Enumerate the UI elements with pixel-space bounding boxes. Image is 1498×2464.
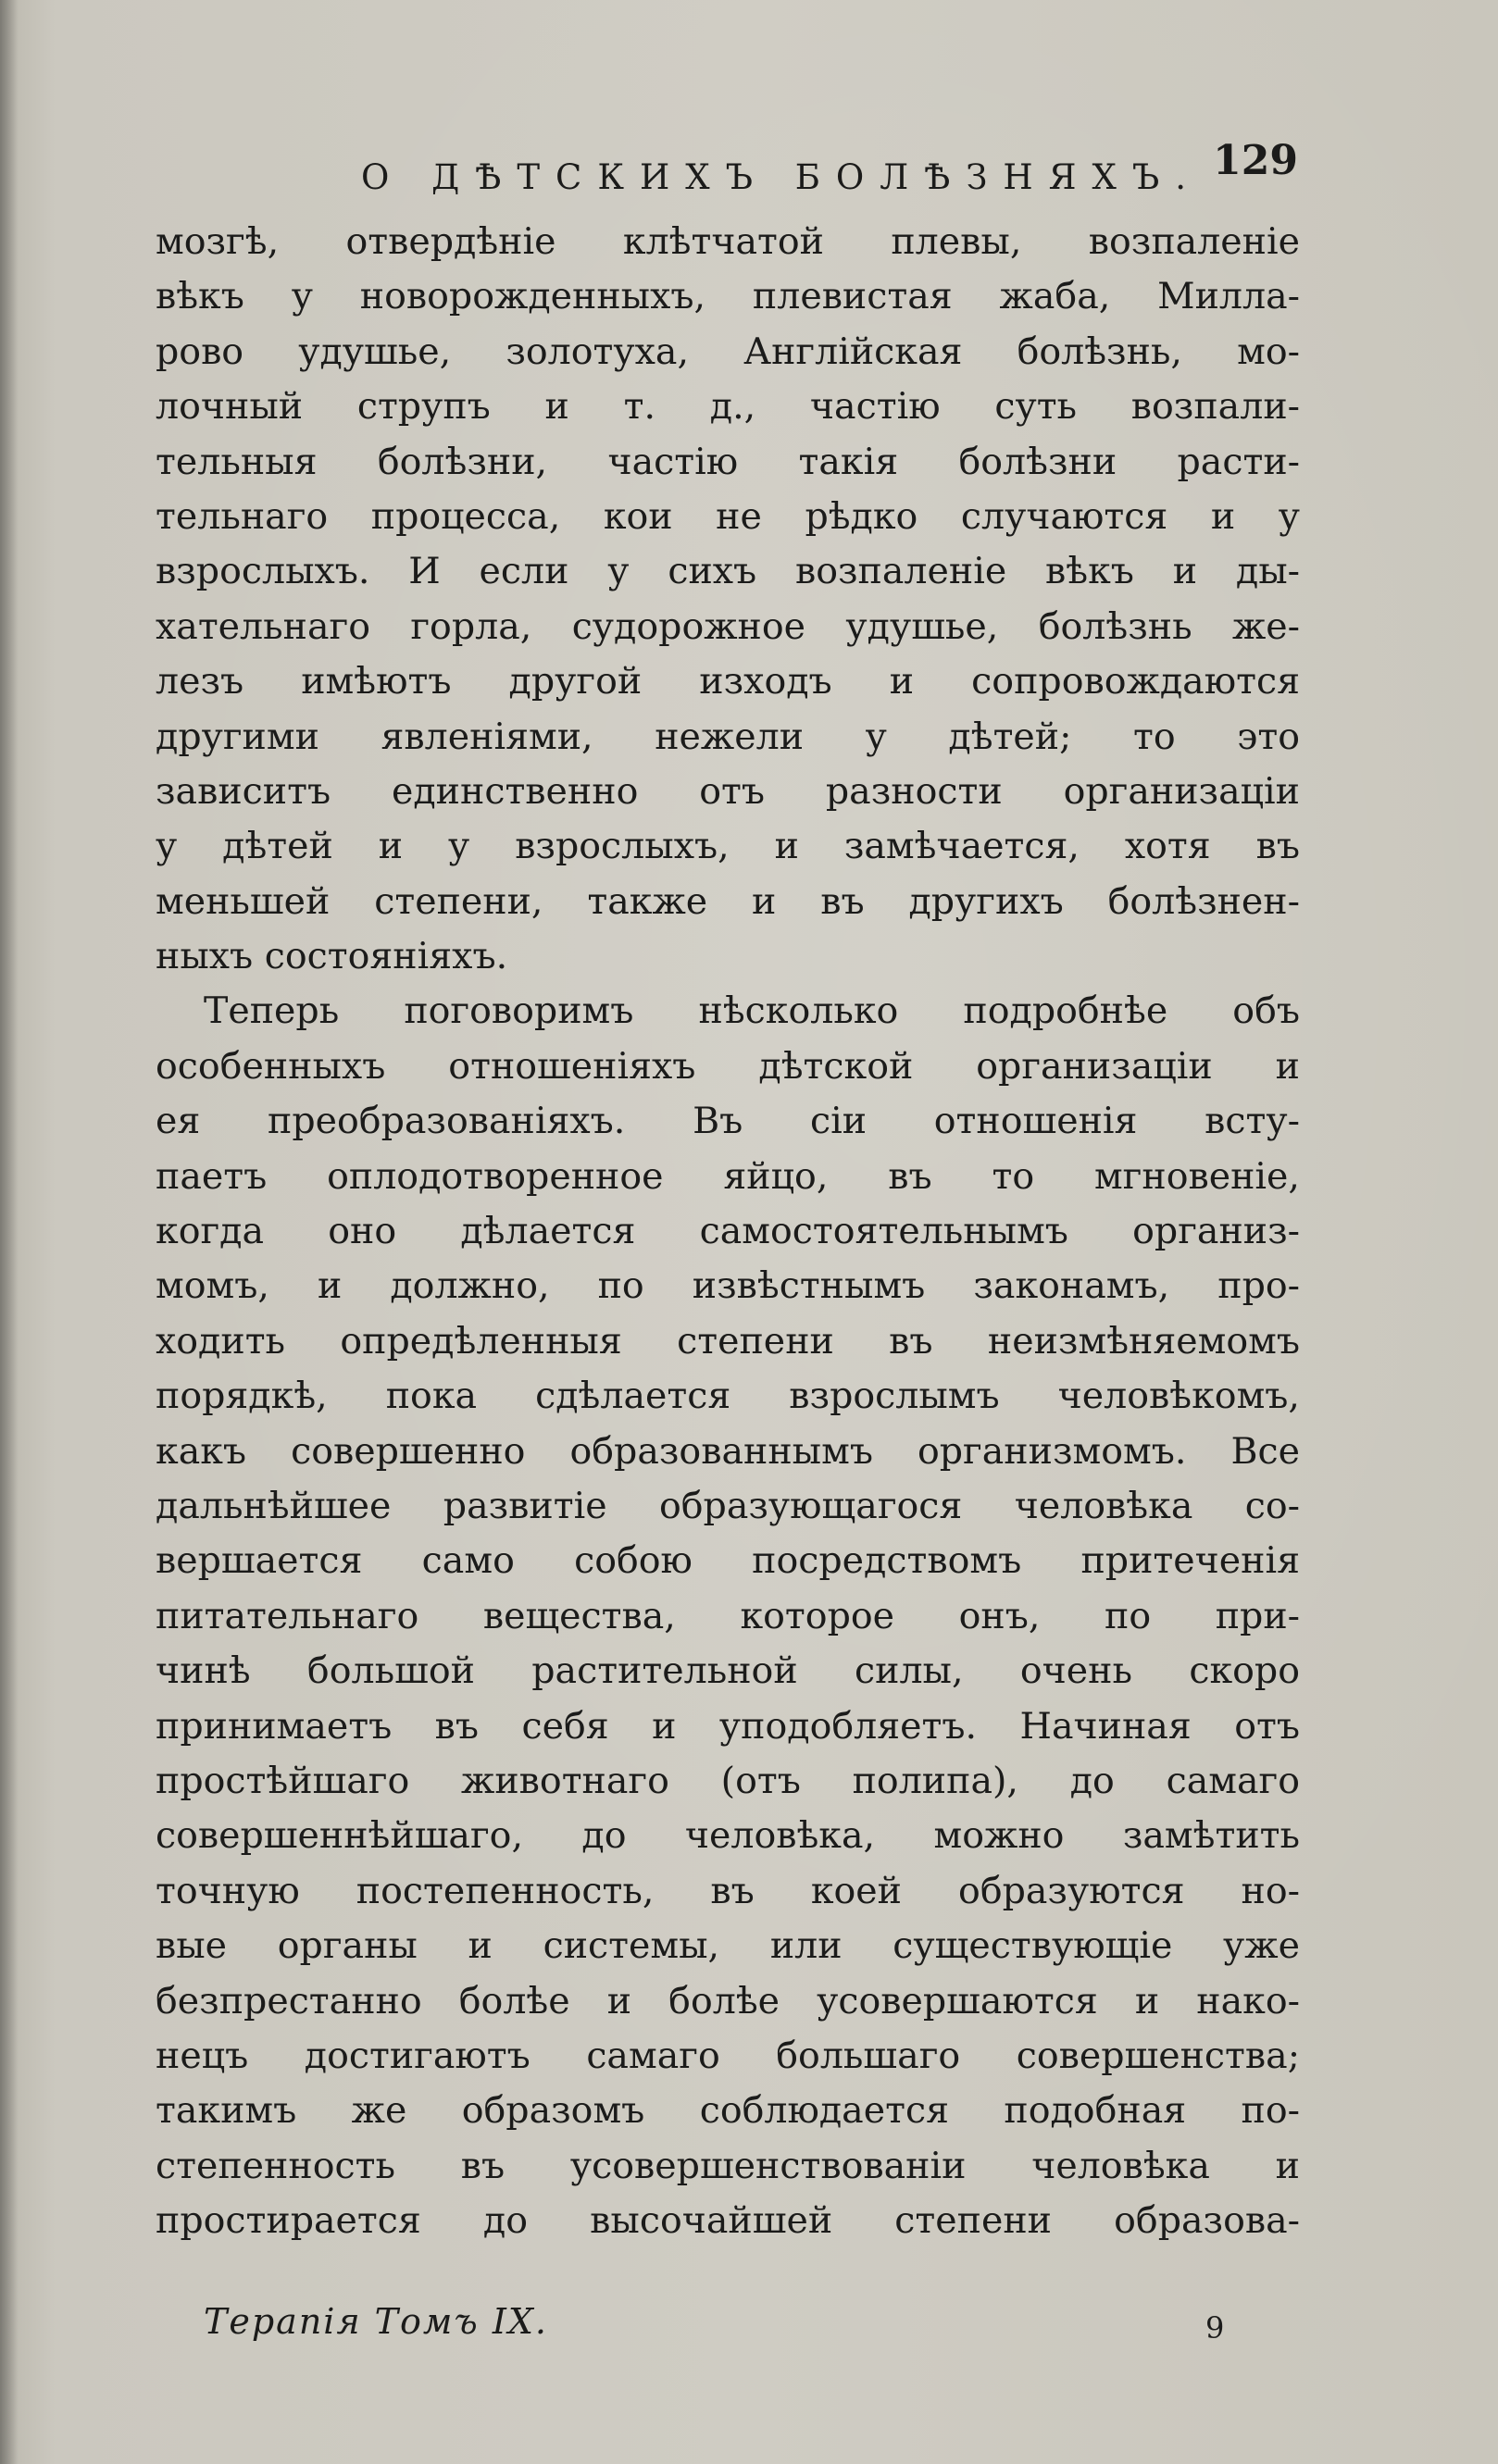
running-title: О ДѢТСКИХЪ БОЛѢЗНЯХЪ.	[361, 157, 1203, 197]
text-line: когда оно дѣлается самостоятельнымъ организ-	[156, 1210, 1300, 1253]
text-line: хательнаго горла, судорожное удушье, болѣзнь же-	[156, 604, 1300, 648]
text-line: чинѣ большой растительной силы, очень скоро	[156, 1649, 1300, 1693]
text-line: ея преобразованіяхъ. Въ сіи отношенія всту-	[156, 1100, 1300, 1143]
signature-number: 9	[1205, 2310, 1225, 2346]
text-line: момъ, и должно, по извѣстнымъ законамъ, про-	[156, 1264, 1300, 1308]
text-line: степенность въ усовершенствованіи человѣка и	[156, 2144, 1300, 2187]
text-line: зависитъ единственно отъ разности организаціи	[156, 769, 1300, 813]
text-line: такимъ же образомъ соблюдается подобная по-	[156, 2089, 1300, 2133]
text-line: простирается до высочайшей степени образова-	[156, 2199, 1300, 2243]
text-line: вые органы и системы, или существующіе уже	[156, 1924, 1300, 1968]
paragraph-start-line: Теперь поговоримъ нѣсколько подробнѣе объ	[204, 989, 1300, 1033]
text-line: порядкѣ, пока сдѣлается взрослымъ человѣкомъ,	[156, 1375, 1300, 1418]
body-text	[156, 215, 1300, 2248]
page-header	[157, 137, 1305, 220]
text-line: мозгѣ, отвердѣніе клѣтчатой плевы, возпаленіе	[156, 220, 1300, 263]
text-line: совершеннѣйшаго, до человѣка, можно замѣтить	[156, 1814, 1300, 1858]
paragraph-end-line: ныхъ состояніяхъ.	[156, 935, 508, 978]
text-line: у дѣтей и у взрослыхъ, и замѣчается, хотя въ	[156, 825, 1300, 868]
text-line: меньшей степени, также и въ другихъ болѣзнен-	[156, 879, 1300, 923]
text-line: простѣйшаго животнаго (отъ полипа), до самаго	[156, 1759, 1300, 1802]
text-line: дальнѣйшее развитіе образующагося человѣка со-	[156, 1484, 1300, 1527]
binding-shadow	[0, 0, 19, 2464]
text-line: точную постепенность, въ коей образуются но-	[156, 1869, 1300, 1912]
text-line: тельныя болѣзни, частію такія болѣзни расти-	[156, 440, 1300, 483]
text-line: нецъ достигаютъ самаго большаго совершенства;	[156, 2034, 1300, 2077]
text-line: какъ совершенно образованнымъ организмомъ. Все	[156, 1429, 1300, 1473]
text-line: тельнаго процесса, кои не рѣдко случаются и у	[156, 494, 1300, 538]
text-line: безпрестанно болѣе и болѣе усовершаются и нако-	[156, 1979, 1300, 2022]
text-line: паетъ оплодотворенное яйцо, въ то мгновеніе,	[156, 1154, 1300, 1198]
text-line: лочный струпъ и т. д., частію суть возпали-	[156, 385, 1300, 429]
text-line: вершается само собою посредствомъ притеченія	[156, 1539, 1300, 1583]
text-line: лезъ имѣютъ другой изходъ и сопровождаются	[156, 660, 1300, 703]
text-line: особенныхъ отношеніяхъ дѣтской организаціи и	[156, 1044, 1300, 1088]
text-line: рово удушье, золотуха, Англійская болѣзнь, мо-	[156, 330, 1300, 373]
text-line: ходить опредѣленныя степени въ неизмѣняемомъ	[156, 1319, 1300, 1363]
text-line: взрослыхъ. И если у сихъ возпаленіе вѣкъ и ды-	[156, 550, 1300, 593]
text-line: другими явленіями, нежели у дѣтей; то это	[156, 715, 1300, 758]
page-footer	[204, 2301, 1278, 2366]
text-line: питательнаго вещества, которое онъ, по при-	[156, 1594, 1300, 1637]
page-number: 129	[1213, 137, 1298, 184]
printer-signature: Терапія Томъ IX.	[204, 2301, 548, 2342]
text-line: принимаетъ въ себя и уподобляетъ. Начиная отъ	[156, 1704, 1300, 1748]
text-line: вѣкъ у новорожденныхъ, плевистая жаба, Милла-	[156, 275, 1300, 318]
